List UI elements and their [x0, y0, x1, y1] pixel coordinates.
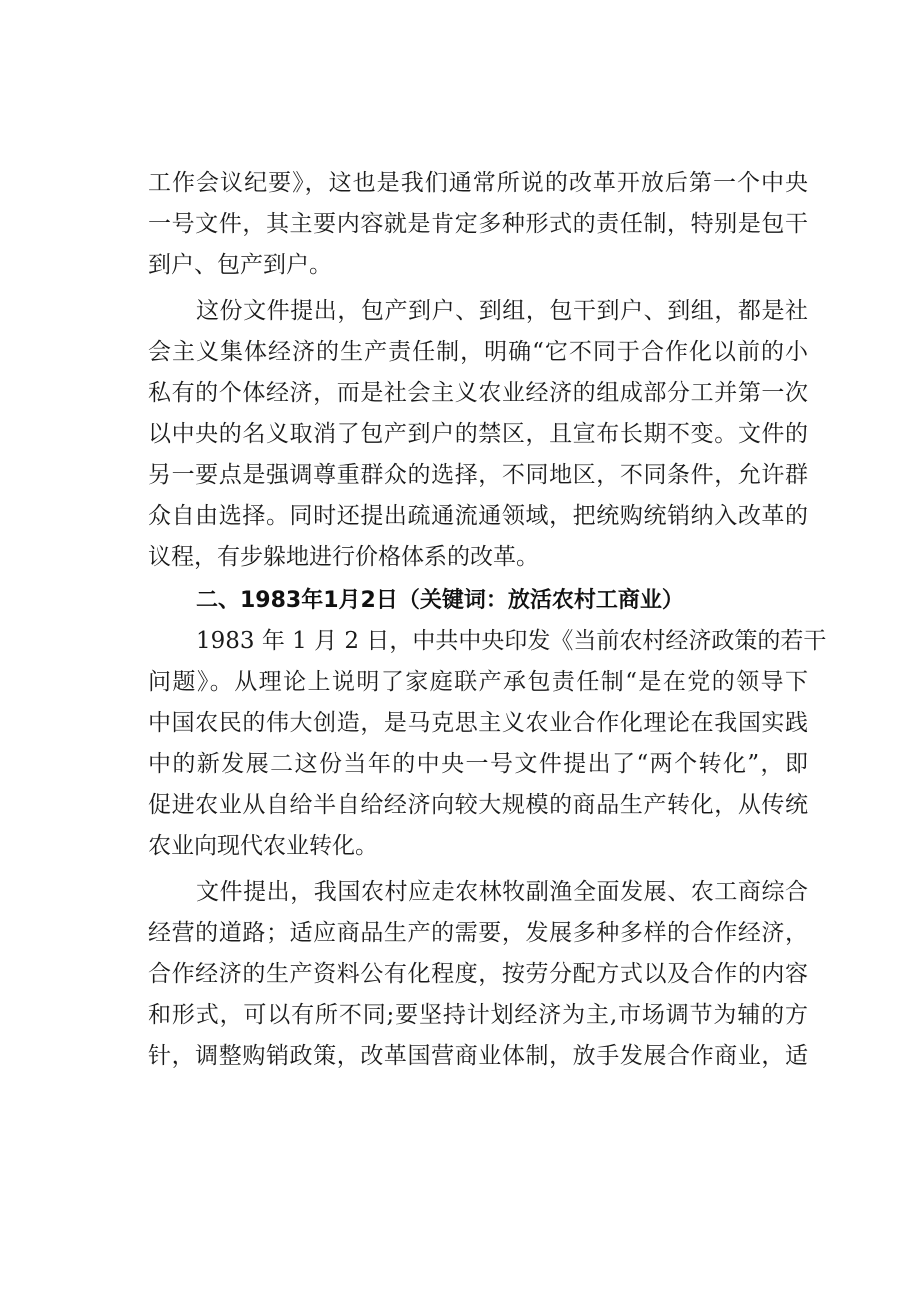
paragraph	[148, 621, 827, 867]
text-line: 中的新发展二这份当年的中央一号文件提出了“两个转化”，即	[148, 751, 808, 777]
text-line: 议程，有步躲地进行价格体系的改革。	[148, 544, 539, 570]
text-line: 和形式，可以有所不同;要坚持计划经济为主,市场调节为辅的方	[148, 1002, 808, 1028]
text-line: 众自由选择。同时还提出疏通流通领域，把统购统销纳入改革的	[148, 503, 808, 529]
text-line: 促进农业从自给半自给经济向较大规模的商品生产转化，从传统	[148, 792, 808, 818]
text-line: 文件提出，我国农村应走农林牧副渔全面发展、农工商综合	[196, 879, 808, 905]
text-line: 经营的道路；适应商品生产的需要，发展多种多样的合作经济，	[148, 920, 808, 946]
text-line: 合作经济的生产资料公有化程度，按劳分配方式以及合作的内容	[148, 961, 808, 987]
text-line: 到户、包产到户。	[148, 252, 332, 278]
text-line: 问题》。从理论上说明了家庭联产承包责任制“是在党的领导下	[148, 669, 808, 695]
text-line: 以中央的名义取消了包产到户的禁区，且宣布长期不变。文件的	[148, 421, 808, 447]
text-line: 会主义集体经济的生产责任制，明确“它不同于合作化以前的小	[148, 339, 808, 365]
text-line: 针，调整购销政策，改革国营商业体制，放手发展合作商业，适	[148, 1043, 808, 1069]
text-line: 一号文件，其主要内容就是肯定多种形式的责任制，特别是包干	[148, 211, 808, 237]
text-line: 农业向现代农业转化。	[148, 833, 378, 859]
section-heading: 二、1983年1月2日（关键词：放活农村工商业）	[196, 588, 684, 613]
text-line: 另一要点是强调尊重群众的选择，不同地区，不同条件，允许群	[148, 462, 808, 488]
document-body	[148, 163, 827, 1077]
text-line: 私有的个体经济，而是社会主义农业经济的组成部分工并第一次	[148, 380, 808, 406]
text-line: 这份文件提出，包产到户、到组，包干到户、到组，都是社	[196, 298, 808, 324]
paragraph	[148, 163, 808, 286]
text-line: 工作会议纪要》，这也是我们通常所说的改革开放后第一个中央	[148, 170, 808, 196]
text-line: 中国农民的伟大创造，是马克思主义农业合作化理论在我国实践	[148, 710, 808, 736]
paragraph	[148, 872, 808, 1077]
text-line: 1983 年 1 月 2 日，中共中央印发《当前农村经济政策的若干	[196, 628, 827, 654]
paragraph	[148, 291, 808, 578]
